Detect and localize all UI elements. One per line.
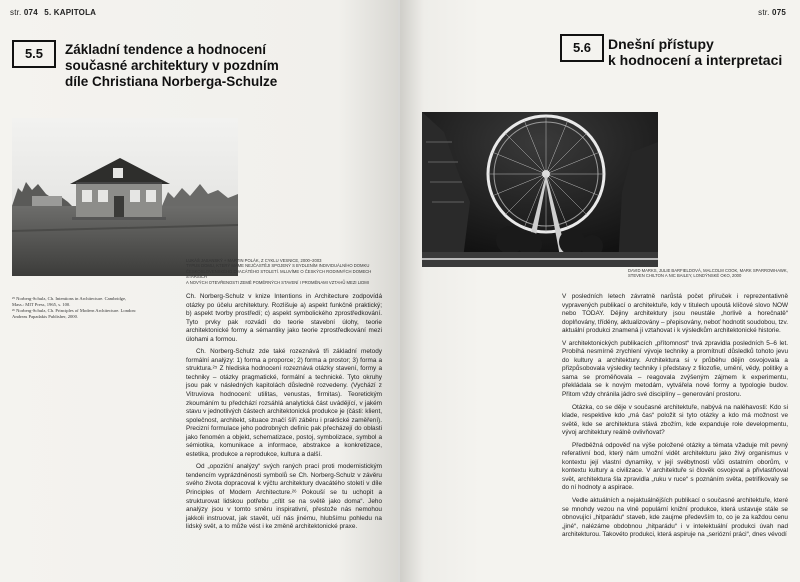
photo-caption — [186, 258, 391, 285]
london-eye-photo-image — [422, 112, 658, 267]
section-title — [65, 42, 279, 90]
section-title-line: k hodnocení a interpretaci — [608, 52, 783, 68]
photo-caption — [628, 268, 788, 279]
footnote-line: ²⁶ Norberg-Schulz, Ch. Principles of Modern Architecture. London: — [12, 308, 137, 313]
footnote-line: Mass.: MIT Press, 1965, s. 100. — [12, 302, 71, 307]
london-eye-photo — [422, 112, 658, 267]
footnote-line: ²⁵ Norberg-Schulz, Ch. Intentions in Architecture. Cambridge, — [12, 296, 127, 301]
page-header — [758, 8, 786, 17]
footnote-line: Andreas Papadakis Publisher, 2000. — [12, 314, 79, 319]
caption-line: STEVEN CHILTON A NIC BAILEY, LONDÝNSKÉ OKO, 2000 — [628, 273, 742, 279]
right-page — [400, 0, 800, 582]
paragraph: Ch. Norberg-Schulz v knize Intentions in Architecture zodpovídá otázky po účelu architektury. Rozlišuje a) aspekt funkčně praktický; b) aspekt tvorby prostředí; c) aspekt symbolického zprostředkování. Tyto prvky pak rozvádí do teorie stavební úlohy, teorie architektonické formy a sémantiky jako teorie zprostředkování mezi úlohami a formou. — [186, 293, 382, 343]
right-body-text — [562, 293, 788, 544]
page-number: 075 — [772, 8, 786, 17]
section-title — [608, 36, 782, 68]
caption-line: A NOVÝCH OTEVŘENOSTI ZEMĚ POMĚRNÝCH STAVENÍ I PROMĚNAMI VZTAHŮ MEZI LIDMI — [186, 279, 369, 285]
left-body-text — [186, 293, 382, 536]
paragraph: Vedle aktuálních a nejaktuálnějších publikací o současné architektuře, které se mnohdy vezou na vlně populární knižní produkce, která ustavuje stále se obnovující „hitparádu“ staveb, kde zaujme především to, co je za každou cenu „jiné“, nalézáme obdobnou „hitparádu“ i v intelektuální produkci úvah nad architekturou. Takovéto produkci, která aspiruje na „seriózní práci“, dnes vévodí — [562, 497, 788, 539]
section-title-line: Dnešní přístupy — [608, 36, 714, 52]
page-number: 074 — [23, 8, 38, 17]
left-page — [0, 0, 398, 582]
section-number-box: 5.6 — [560, 34, 604, 62]
caption-line: TYPUS DOMU, KTERÝ MÁME NEJČASTĚJI SPOJENÝ S BYDLENÍM INDIVIDUÁLNÍHO DOMKU — [186, 263, 370, 269]
footnotes — [12, 296, 172, 320]
caption-line: ČESKOSLOVENSKÉHO DVACÁTÉHO STOLETÍ. MLUVÍME O ČESKÝCH RODINNÝCH DOMECH STARŠÍCH — [186, 268, 372, 280]
section-title-line: díle Christiana Norberga-Schulze — [65, 74, 278, 89]
paragraph: Od „opoziční analýzy“ svých raných prací proti modernistickým tendencím vyprázdněnosti symbolů se Ch. Norberg-Schulz v závěru svého života dopracoval k výčtu architektury dvacátého století v díle Principles of Modern Architecture.²⁶ Pokouší se tu uchopit a strukturovat lidskou potřebu „cítit se na světě jako doma“. Jeho analýzy jsou v tomto směru inspirativní, přestože nás nemohou jakkoli instruovat, jak stavět, učí nás jinému, hlubšímu pohledu na lidský svět, a to může vést i ke změně architektonické praxe. — [186, 463, 382, 531]
paragraph: Ch. Norberg-Schulz zde také rozeznává tři základní metody formální analýzy: 1) forma a proporce; 2) forma a prostor; 3) forma a struktura.²⁵ Z hlediska hodnocení rozeznává otázky stavení, formy a techniky – otázky pragmatické, formální a technické. Tyto okruhy jsou pak v následných kapitolách důsledně rozvedeny. (Vychází z Vitruviova hodnocení: utilitas, venustas, firmitas). Teoretickým zkoumáním tu předchází rozsáhlá analytická část uvádějící, v jakém stavu v jednotlivých částech architektonická produkce je (části: klient, společnost, architekt, situace značí šíři záběru i praktické zaměření). Precizní formulace jeho podrobných definic pak přecházejí do oblasti jako fenomén a objekt, schematizace, postoj, symbolizace, symbol a sémiotika, komunikace a informace, abstrakce a konkretizace, estetika, produkce a reprodukce, kultura a další. — [186, 348, 382, 458]
page-label: str. — [758, 8, 770, 17]
paragraph: Předběžná odpověď na výše položené otázky a témata vžaduje mít pevný referativní bod, který nám umožní vidět architekturu jako živý organismus v kontextu její vlastní dynamiky, v její svébytnosti vůči ostatním oborům, v kontextu kultury a civilizace. V architektuře si člověk osvojoval a přivlastňoval svět, architektura šla zpravidla „ruku v ruce“ s poznáním světa, petrifikovaly se do ní hodnoty a aspirace. — [562, 441, 788, 492]
section-title-line: současné architektury v pozdním — [65, 58, 279, 73]
paragraph: V posledních letech závratně narůstá počet příruček i reprezentativně vypravených publikací o architektuře, kdy v titulech upoutá klíčové slovo NOW nebo TODAY. Dějiny architektury jsou neustále „horlivě a horečnatě“ doplňovány, tříděny, aktualizovány – přepisovány, neboť hodnotit soudobou, tzv. aktuální produkci znamená ji vztahovat i k výsledkům architektonické historie. — [562, 293, 788, 335]
house-photo-image — [12, 118, 238, 276]
paragraph: Otázka, co se děje v současné architektuře, nabývá na naléhavosti: Kdo si klade, respektive kdo „má čas“ položit si tyto otázky a kdo má možnost ve světě, kde se architektura stává zbožím, kde expanduje role developmentu, vývoj architektury reálně ovlivňovat? — [562, 403, 788, 437]
house-photo — [12, 118, 238, 276]
paragraph: V architektonických publikacích „přítomnost“ trvá zpravidla posledních 5–6 let. Probíhá nesmírně zrychlení vývoje techniky a promítnutí důsledků tohoto jevu do kultury a architektury. Architektura si v průběhu dějin osvojovala a přizpůsobovala výsledky techniky i představy z filozofie, umění, vědy, politiky a sama se proměňovala – reagovala zvýšeným zájmem k experimentu, překládala se k novým metodám, vytvářela nové formy a typologie budov. Přitom vždy chránila jádro své disciplíny – generování prostoru. — [562, 339, 788, 399]
chapter-label: 5. KAPITOLA — [44, 8, 97, 17]
caption-line: DAVID MARKS, JULIE BARFIELDOVÁ, MALCOLM COOK, MARK SPARROWHAWK, — [628, 268, 788, 273]
section-number-box: 5.5 — [12, 40, 56, 68]
page-label: str. — [10, 8, 22, 17]
section-title-line: Základní tendence a hodnocení — [65, 42, 267, 57]
page-header — [10, 8, 96, 17]
caption-line: LUKÁŠ JASANSKÝ + MARTIN POLÁK, Z CYKLU VESNICE, 2000–2003 — [186, 258, 322, 263]
